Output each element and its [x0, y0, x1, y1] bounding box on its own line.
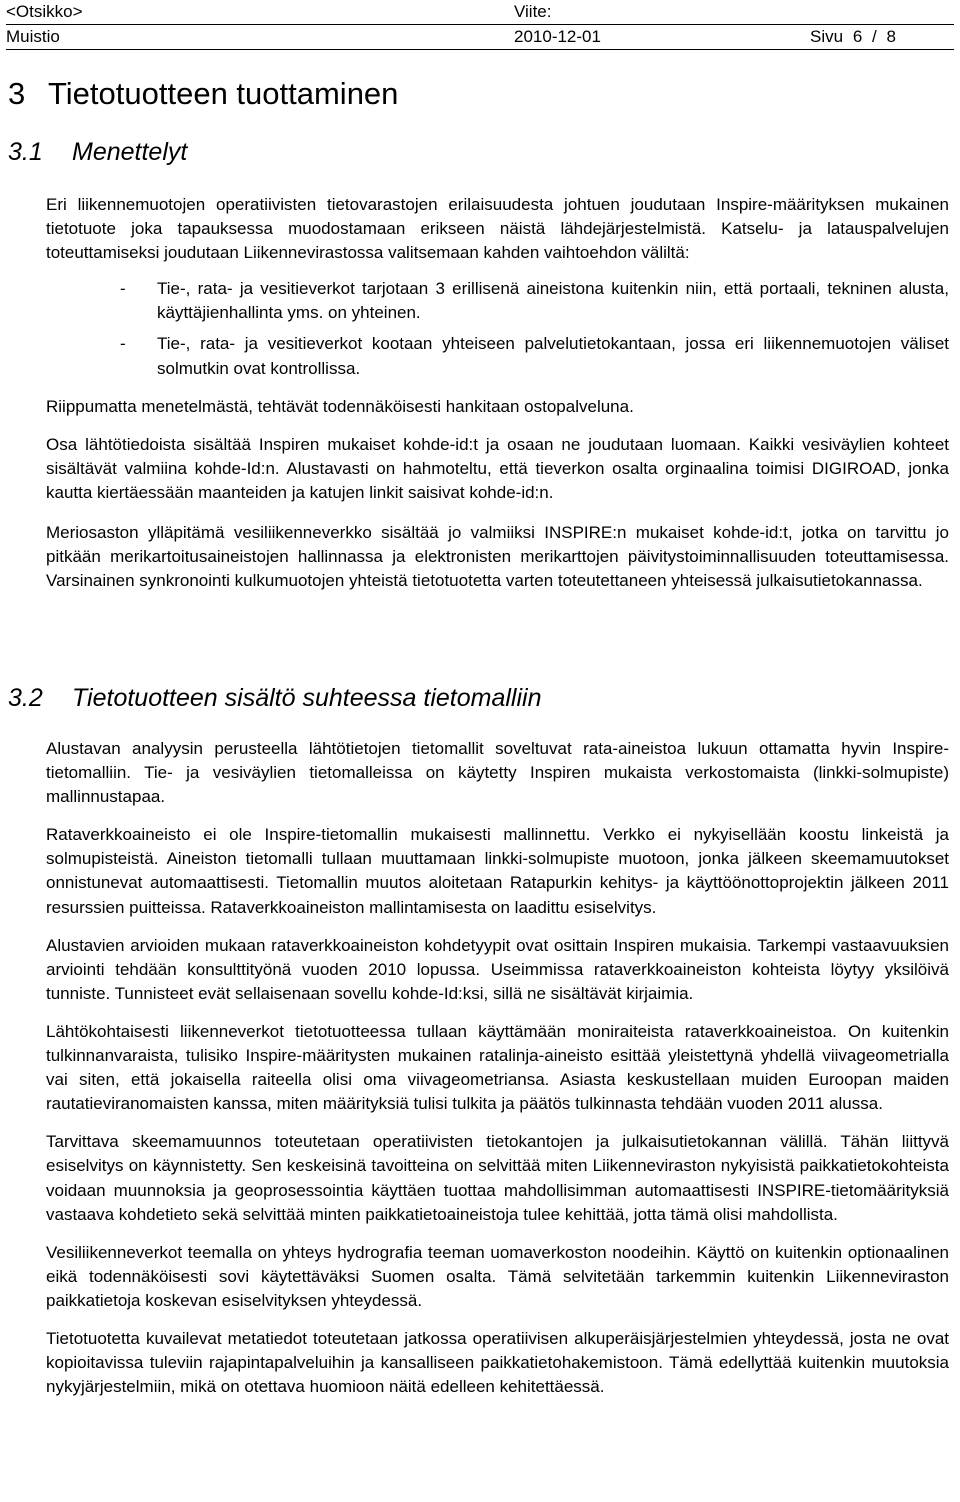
- list-item-text: Tie-, rata- ja vesitieverkot kootaan yhteiseen palvelutietokantaan, jossa eri liikennemuotojen väliset solmutkin ovat kontrollissa.: [157, 334, 949, 378]
- page-label: Sivu: [810, 27, 844, 46]
- section-3-1-body: [46, 193, 949, 607]
- paragraph: Riippumatta menetelmästä, tehtävät todennäköisesti hankitaan ostopalveluna.: [46, 396, 634, 416]
- list-dash: -: [120, 279, 126, 299]
- subsection-number: 3.2: [8, 684, 43, 712]
- paragraph: Rataverkkoaineisto ei ole Inspire-tietomallin mukaisesti mallinnettu. Verkko ei nykyisellään koostu linkeistä ja solmupisteistä. Aineiston tietomalli tullaan muuttamaan linkki-solmupiste muotoon, jonka jälkeen skeemamuutokset onnistunevat automaattisesti. Tietomallin muutos aloitetaan Ratapurkin kehitys- ja käyttöönottoprojektin jälkeen 2011 resurssien puitteissa. Rataverkkoaineiston mallintamisesta on laadittu esiselvitys.: [46, 825, 949, 917]
- list-item-text: Tie-, rata- ja vesitieverkot tarjotaan 3 erillisenä aineistona kuitenkin niin, että portaali, tekninen alusta, käyttäjienhallinta yms. on yhteinen.: [157, 279, 949, 323]
- page-current: 6: [852, 27, 863, 46]
- subsection-number: 3.1: [8, 138, 43, 166]
- header-reference-label: Viite:: [514, 2, 552, 21]
- subsection-heading-3-2: [8, 684, 541, 713]
- paragraph: Tietotuotetta kuvailevat metatiedot toteutetaan jatkossa operatiivisen alkuperäisjärjestelmien yhteydessä, josta ne ovat kopioitavissa tuleviin rajapintapalveluihin ja kansalliseen paikkatietohakemistoon. Tämä edellyttää kuitenkin muutoksia nykyjärjestelmiin, mikä on otettava huomioon näitä edelleen kehitettäessä.: [46, 1328, 949, 1397]
- section-number: 3: [8, 76, 26, 111]
- page-separator: /: [872, 27, 877, 46]
- header-date: 2010-12-01: [514, 27, 601, 46]
- subsection-title: Menettelyt: [72, 138, 188, 166]
- paragraph: Alustavan analyysin perusteella lähtötietojen tietomallit soveltuvat rata-aineistoa lukuun ottamatta hyvin Inspire-tietomalliin. Tie- ja vesiväylien tietomalleissa on käytetty Inspiren mukaista verkostomaista (linkki-solmupiste) mallinnustapaa.: [46, 739, 949, 807]
- page-header: [6, 0, 954, 50]
- header-row-2: [6, 25, 954, 50]
- section-3-2-body: [46, 737, 949, 1413]
- subsection-title: Tietotuotteen sisältö suhteessa tietomalliin: [72, 684, 542, 712]
- page-total: 8: [886, 27, 896, 46]
- section-heading-3: [8, 76, 398, 112]
- header-page-number: [810, 27, 954, 47]
- options-list: [46, 277, 949, 380]
- paragraph: Vesiliikenneverkot teemalla on yhteys hydrografia teeman uomaverkoston noodeihin. Käyttö on kuitenkin optionaalinen eikä todennäköisesti sovi käytettäväksi Suomen osalta. Tämä selvitetään tarkemmin kuitenkin Liikenneviraston paikkatietoja koskevan esiselvityksen yhteydessä.: [46, 1242, 949, 1310]
- header-title-placeholder: <Otsikko>: [6, 2, 83, 21]
- header-doc-type: Muistio: [6, 27, 60, 46]
- subsection-heading-3-1: [8, 138, 187, 167]
- section-title: Tietotuotteen tuottaminen: [48, 76, 399, 111]
- paragraph: Osa lähtötiedoista sisältää Inspiren mukaiset kohde-id:t ja osaan ne joudutaan luomaan. Kaikki vesiväylien kohteet sisältävät valmiina kohde-Id:n. Alustavasti on hahmoteltu, että tieverkon osalta orginaalina toimisi DIGIROAD, jonka kautta kiertäessään maanteiden ja katujen linkit saisivat kohde-id:n.: [46, 434, 949, 502]
- paragraph: Eri liikennemuotojen operatiivisten tietovarastojen erilaisuudesta johtuen joudutaan Inspire-määrityksen mukainen tietotuote joka tapauksessa muodostamaan erikseen näistä lähdejärjestelmistä. Katselu- ja latauspalvelujen toteuttamiseksi joudutaan Liikennevirastossa valitsemaan kahden vaihtoehdon väliltä:: [46, 195, 949, 263]
- list-item: [46, 277, 949, 325]
- list-item: [46, 332, 949, 380]
- paragraph: Alustavien arvioiden mukaan rataverkkoaineiston kohdetyypit ovat osittain Inspiren mukaisia. Tarkempi vastaavuuksien arviointi tehdään konsulttityönä vuoden 2010 lopussa. Useimmissa rataverkkoaineiston kohteista löytyy yksilöivä tunniste. Tunnisteet evät sellaisenaan sovellu kohde-Id:ksi, sillä ne sisältävät kirjaimia.: [46, 935, 949, 1003]
- paragraph: Meriosaston ylläpitämä vesiliikenneverkko sisältää jo valmiiksi INSPIRE:n mukaiset kohde-id:t, jotka on tarvittu jo pitkään merikartoitusaineistojen hallinnassa ja elektronisten merikarttojen päivitystoiminnallisuuden toteuttamisessa. Varsinainen synkronointi kulkumuotojen yhteistä tietotuotetta varten toteutettaneen yhteisessä julkaisutietokannassa.: [46, 523, 949, 591]
- header-row-1: [6, 0, 954, 25]
- paragraph: Lähtökohtaisesti liikenneverkot tietotuotteessa tullaan käyttämään moniraiteista rataverkkoaineistoa. On kuitenkin tulkinnanvaraista, tulisiko Inspire-määritysten mukainen ratalinja-aineisto esittää yleistettynä yhdellä viivageometrialla vai siten, että jokaisella raiteella olisi oma viivageometriansa. Asiasta keskustellaan muiden Euroopan maiden rautatieviranomaisten kanssa, miten määrityksiä tulisi tulkita ja päätös tulkinnasta tehdään vuoden 2011 alussa.: [46, 1021, 949, 1114]
- paragraph: Tarvittava skeemamuunnos toteutetaan operatiivisten tietokantojen ja julkaisutietokannan välillä. Tähän liittyvä esiselvitys on käynnistetty. Sen keskeisinä tavoitteina on selvittää miten Liikenneviraston nykyisistä paikkatietokohteista voidaan muunnoksia ja geoprosessointia käyttäen tuottaa mahdollisimman automaattisesti INSPIRE-tietomäärityksiä vastaava kohdetieto sekä selvittää minten paikkatietoaineistoja tulee kehittää, jotta tämä olisi mahdollista.: [46, 1132, 949, 1224]
- list-dash: -: [120, 334, 126, 354]
